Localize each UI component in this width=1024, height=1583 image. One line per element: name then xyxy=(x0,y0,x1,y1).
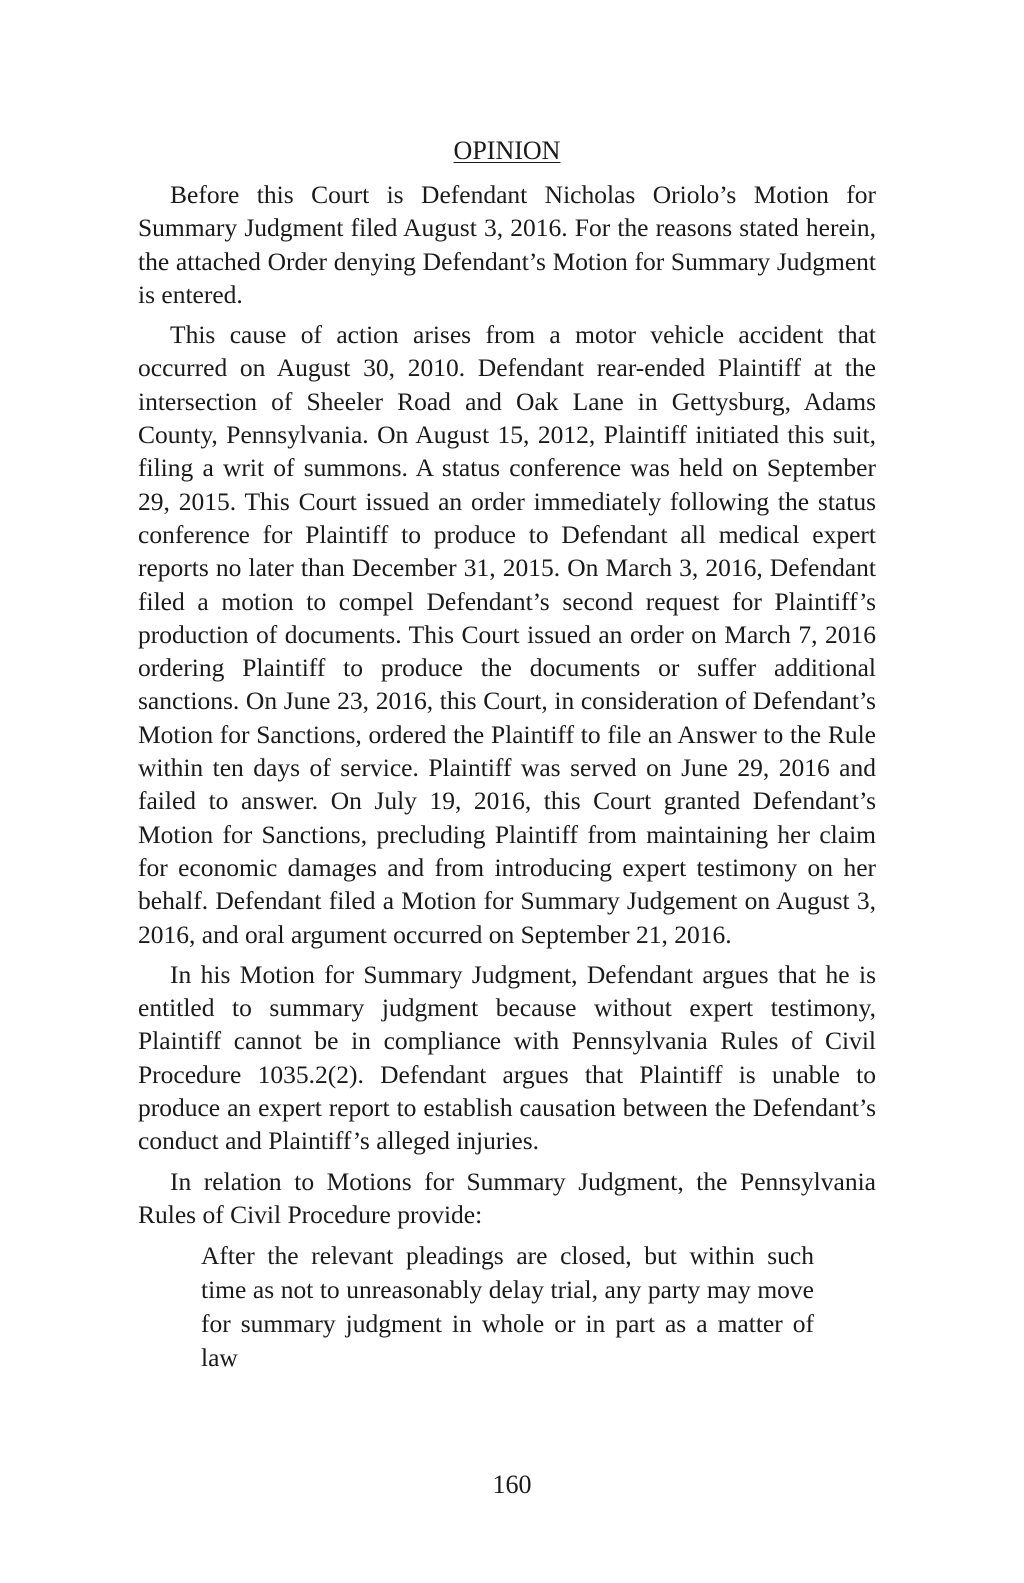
page-title: OPINION xyxy=(453,136,561,165)
block-quote: After the relevant pleadings are closed, but within such time as not to unreasonably delay trial, any party may move for summary judgment in whole or in part as a matter of law xyxy=(201,1241,814,1372)
document-body xyxy=(138,132,876,1374)
page-number: 160 xyxy=(492,1470,532,1499)
paragraph-background: This cause of action arises from a motor vehicle accident that occurred on August 30, 2010. Defendant rear-ended Plaintiff at the intersection of Sheeler Road and Oak Lane in Gettysburg, Adams County, Pennsylvania. On August 15, 2012, Plaintiff initiated this suit, filing a writ of summons. A status conference was held on September 29, 2015. This Court issued an order immediately following the status conference for Plaintiff to produce to Defendant all medical expert reports no later than December 31, 2015. On March 3, 2016, Defendant filed a motion to compel Defendant’s second request for Plaintiff’s production of documents. This Court issued an order on March 7, 2016 ordering Plaintiff to produce the documents or suffer additional sanctions. On June 23, 2016, this Court, in consideration of Defendant’s Motion for Sanctions, ordered the Plaintiff to file an Answer to the Rule within ten days of service. Plaintiff was served on June 29, 2016 and failed to answer. On July 19, 2016, this Court granted Defendant’s Motion for Sanctions, precluding Plaintiff from maintaining her claim for economic damages and from introducing expert testimony on her behalf. Defendant filed a Motion for Summary Judgement on August 3, 2016, and oral argument occurred on September 21, 2016. xyxy=(138,320,876,949)
paragraph-rules-intro: In relation to Motions for Summary Judgment, the Pennsylvania Rules of Civil Procedure provide: xyxy=(138,1166,876,1229)
paragraph-intro: Before this Court is Defendant Nicholas Oriolo’s Motion for Summary Judgment filed August 3, 2016. For the reasons stated herein, the attached Order denying Defendant’s Motion for Summary Judgment is entered. xyxy=(138,180,876,309)
paragraph-defendant-argument: In his Motion for Summary Judgment, Defendant argues that he is entitled to summary judgment because without expert testimony, Plaintiff cannot be in compliance with Pennsylvania Rules of Civil Procedure 1035.2(2). Defendant argues that Plaintiff is unable to produce an expert report to establish causation between the Defendant’s conduct and Plaintiff’s alleged injuries. xyxy=(138,959,876,1156)
